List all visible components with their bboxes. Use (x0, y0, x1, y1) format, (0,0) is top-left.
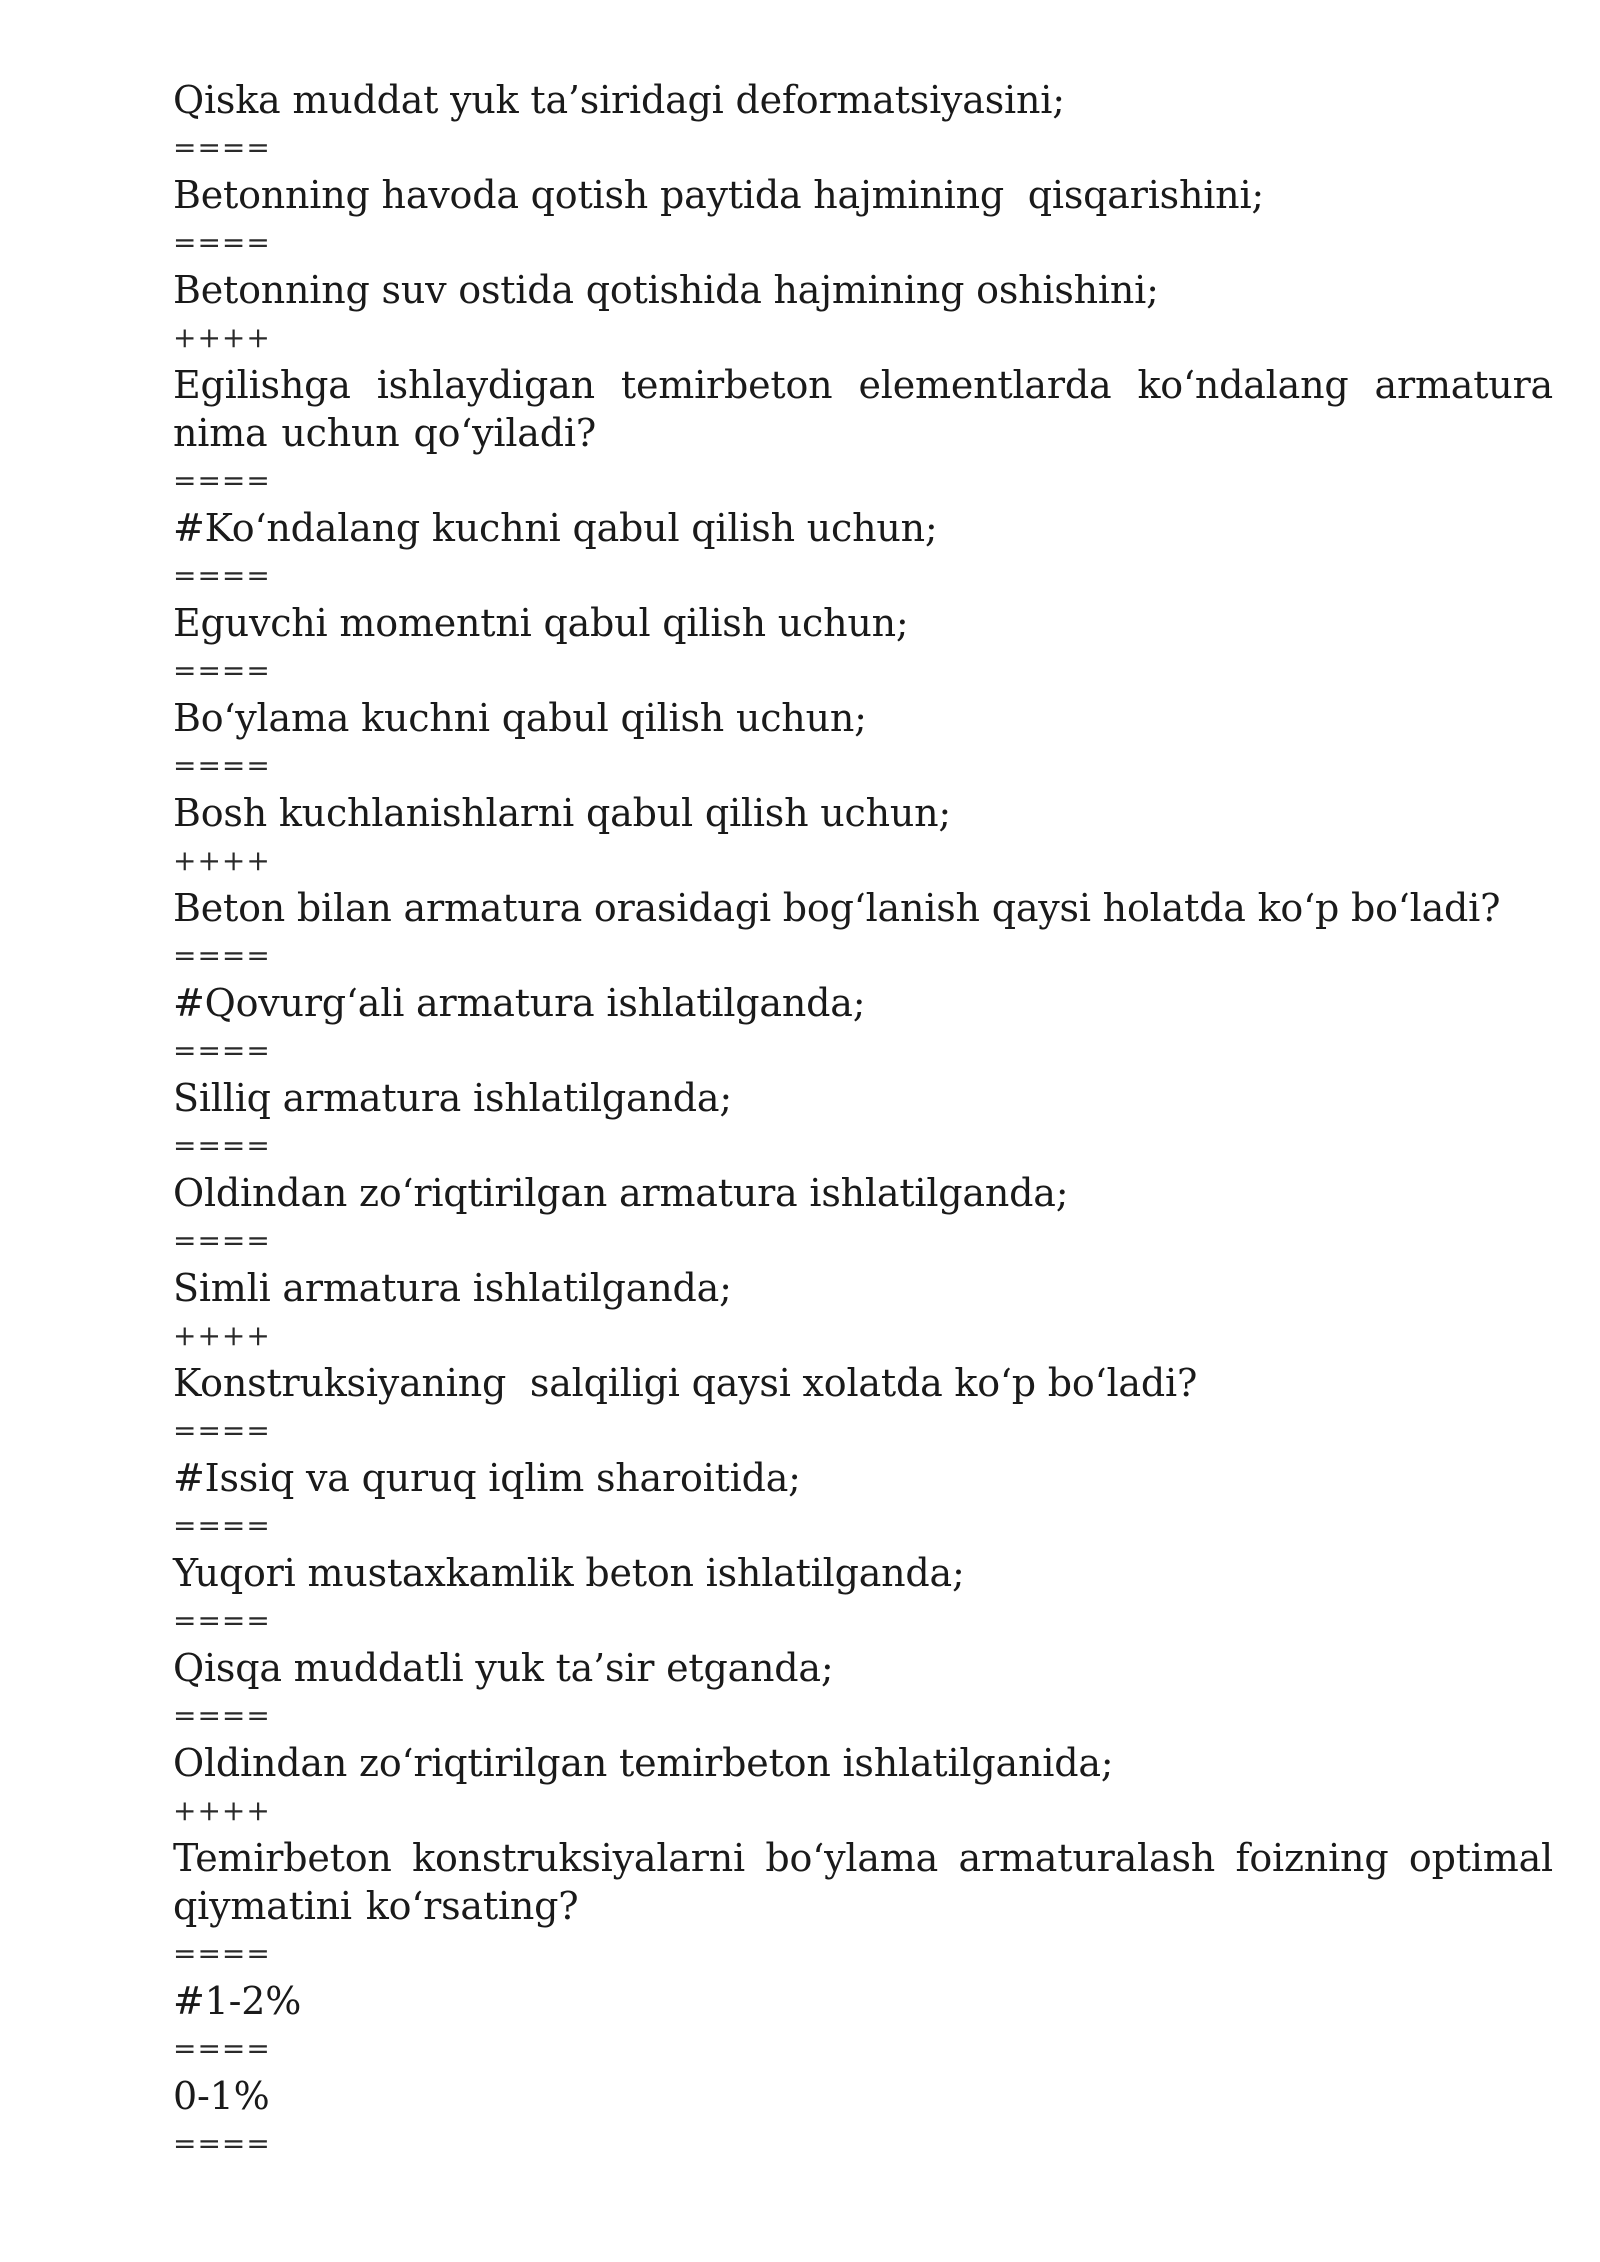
answer-text: Betonning havoda qotish paytida hajmining qisqarishini; (173, 173, 1265, 217)
question-separator: ++++ (173, 1794, 271, 1827)
answer-text: Silliq armatura ishlatilganda; (173, 1076, 732, 1120)
answer-separator: ==== (173, 2127, 271, 2160)
answer-separator: ==== (173, 1224, 271, 1257)
question-separator: ++++ (173, 844, 271, 877)
answer-separator: ==== (173, 464, 271, 497)
answer-text: Konstruksiyaning salqiligi qaysi xolatda ko‘p bo‘ladi? (173, 1361, 1198, 1405)
question-text: Temirbeton konstruksiyalarni bo‘ylama armaturalash foizning optimal qiymatini ko‘rsating? (173, 1836, 1553, 1928)
correct-answer-text: #Ko‘ndalang kuchni qabul qilish uchun; (173, 506, 938, 550)
answer-text: Qisqa muddatli yuk ta’sir etganda; (173, 1646, 834, 1690)
answer-separator: ==== (173, 1699, 271, 1732)
answer-text: Bo‘ylama kuchni qabul qilish uchun; (173, 696, 867, 740)
correct-answer-text: #Issiq va quruq iqlim sharoitida; (173, 1456, 801, 1500)
answer-text: Simli armatura ishlatilganda; (173, 1266, 732, 1310)
answer-separator: ==== (173, 131, 271, 164)
question-text: Egilishga ishlaydigan temirbeton elementlarda ko‘ndalang armatura nima uchun qo‘yiladi? (173, 363, 1553, 455)
answer-separator: ==== (173, 1604, 271, 1637)
answer-text: 0-1% (173, 2074, 270, 2118)
document-page (173, 76, 1553, 2167)
answer-text: Beton bilan armatura orasidagi bog‘lanish qaysi holatda ko‘p bo‘ladi? (173, 886, 1501, 930)
question-separator: ++++ (173, 1319, 271, 1352)
answer-separator: ==== (173, 226, 271, 259)
answer-separator: ==== (173, 1034, 271, 1067)
question-separator: ++++ (173, 321, 271, 354)
answer-text: Betonning suv ostida qotishida hajmining oshishini; (173, 268, 1159, 312)
answer-text: Eguvchi momentni qabul qilish uchun; (173, 601, 909, 645)
answer-text: Oldindan zo‘riqtirilgan armatura ishlatilganda; (173, 1171, 1069, 1215)
answer-separator: ==== (173, 749, 271, 782)
answer-text: Yuqori mustaxkamlik beton ishlatilganda; (173, 1551, 965, 1595)
answer-text: Qiska muddat yuk ta’siridagi deformatsiyasini; (173, 78, 1065, 122)
answer-separator: ==== (173, 559, 271, 592)
answer-separator: ==== (173, 1937, 271, 1970)
answer-text: Bosh kuchlanishlarni qabul qilish uchun; (173, 791, 952, 835)
answer-separator: ==== (173, 1129, 271, 1162)
answer-separator: ==== (173, 2032, 271, 2065)
correct-answer-text: #1-2% (173, 1979, 302, 2023)
answer-separator: ==== (173, 654, 271, 687)
answer-separator: ==== (173, 939, 271, 972)
answer-separator: ==== (173, 1509, 271, 1542)
correct-answer-text: #Qovurg‘ali armatura ishlatilganda; (173, 981, 866, 1025)
answer-text: Oldindan zo‘riqtirilgan temirbeton ishlatilganida; (173, 1741, 1114, 1785)
answer-separator: ==== (173, 1414, 271, 1447)
